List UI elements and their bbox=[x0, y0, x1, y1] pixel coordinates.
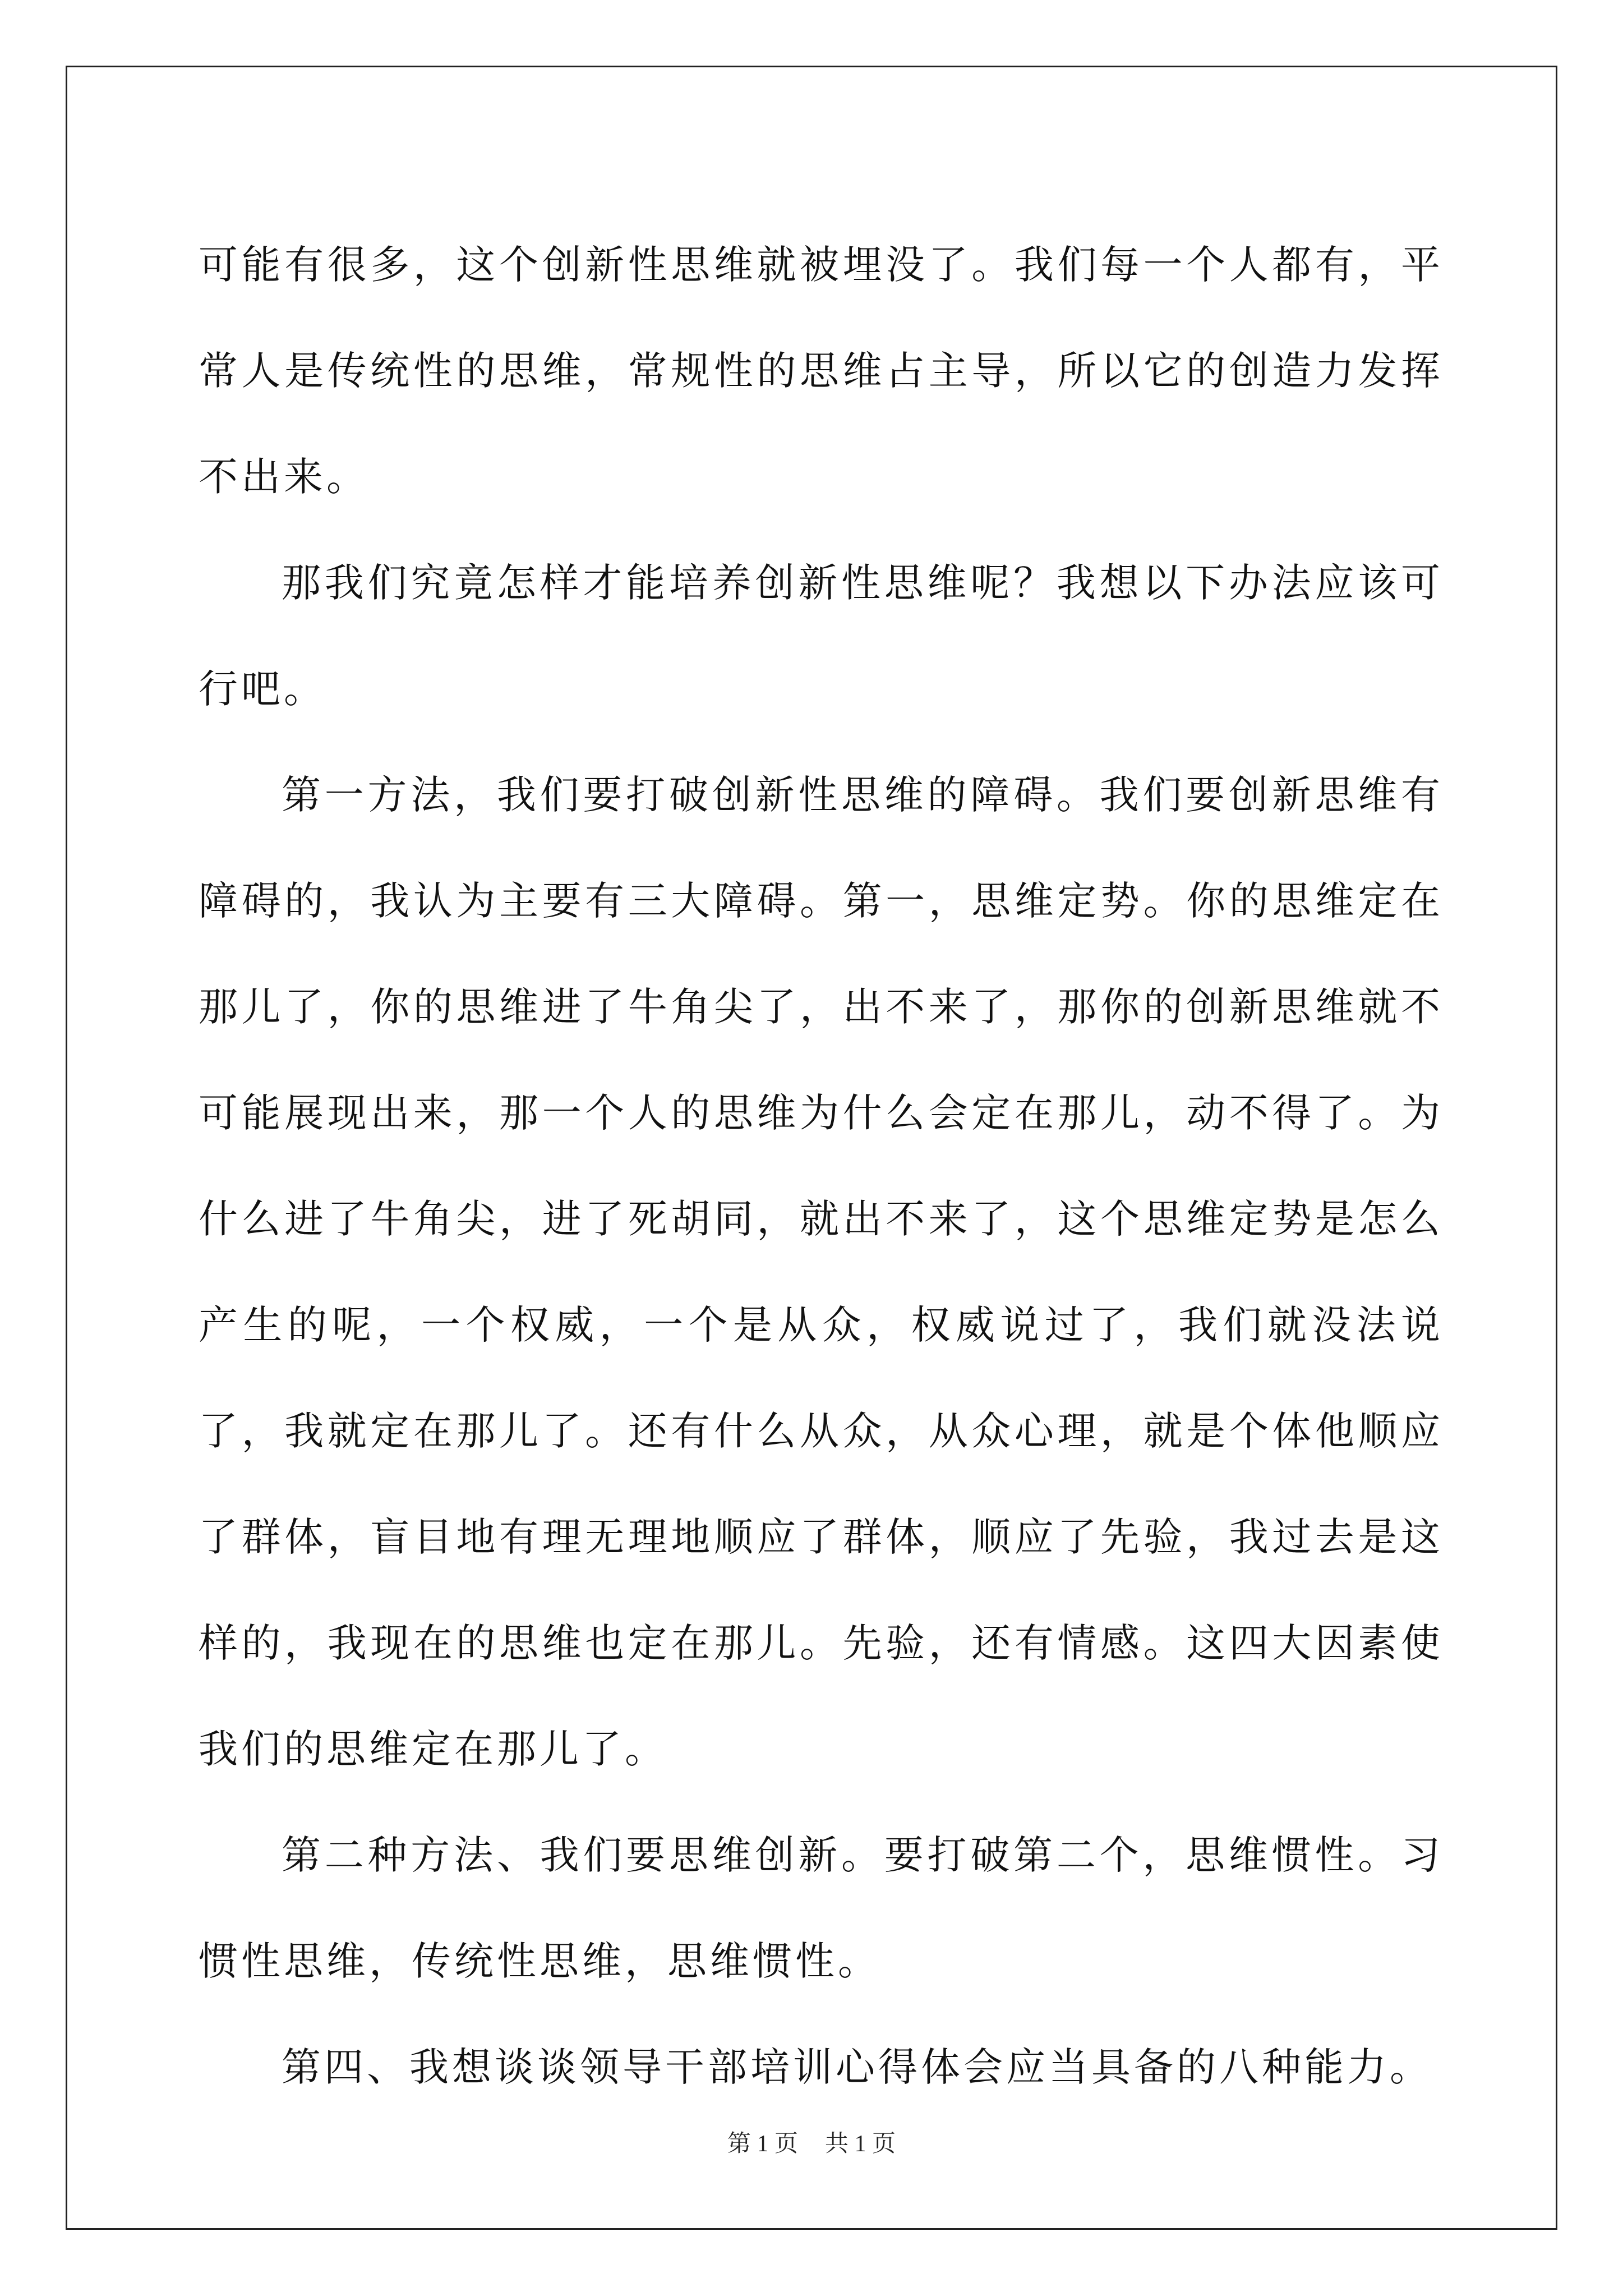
paragraph-4: 第二种方法、我们要思维创新。要打破第二个，思维惯性。习惯性思维，传统性思维，思维惯性。 bbox=[199, 1832, 1444, 1984]
page-number: 第 1 页 bbox=[727, 2131, 798, 2157]
paragraph-3: 第一方法，我们要打破创新性思维的障碍。我们要创新思维有障碍的，我认为主要有三大障碍。第一，思维定势。你的思维定在那儿了，你的思维进了牛角尖了，出不来了，那你的创新思维就不可能展现出来，那一个人的思维为什么会定在那儿，动不得了。为什么进了牛角尖，进了死胡同，就出不来了，这个思维定势是怎么产生的呢，一个权威，一个是从众，权威说过了，我们就没法说了，我就定在那儿了。还有什么从众，从众心理，就是个体他顺应了群体，盲目地有理无理地顺应了群体，顺应了先验，我过去是这样的，我现在的思维也定在那儿。先验，还有情感。这四大因素使我们的思维定在那儿了。 bbox=[199, 772, 1444, 1772]
page-total: 共 1 页 bbox=[825, 2131, 896, 2157]
paragraph-2: 那我们究竟怎样才能培养创新性思维呢？我想以下办法应该可行吧。 bbox=[199, 560, 1444, 712]
document-body bbox=[199, 212, 1444, 2120]
paragraph-5: 第四、我想谈谈领导干部培训心得体会应当具备的八种能力。 bbox=[282, 2044, 1432, 2090]
paragraph-1: 可能有很多，这个创新性思维就被埋没了。我们每一个人都有，平常人是传统性的思维，常规性的思维占主导，所以它的创造力发挥不出来。 bbox=[199, 242, 1444, 500]
page-footer bbox=[0, 2125, 1623, 2159]
